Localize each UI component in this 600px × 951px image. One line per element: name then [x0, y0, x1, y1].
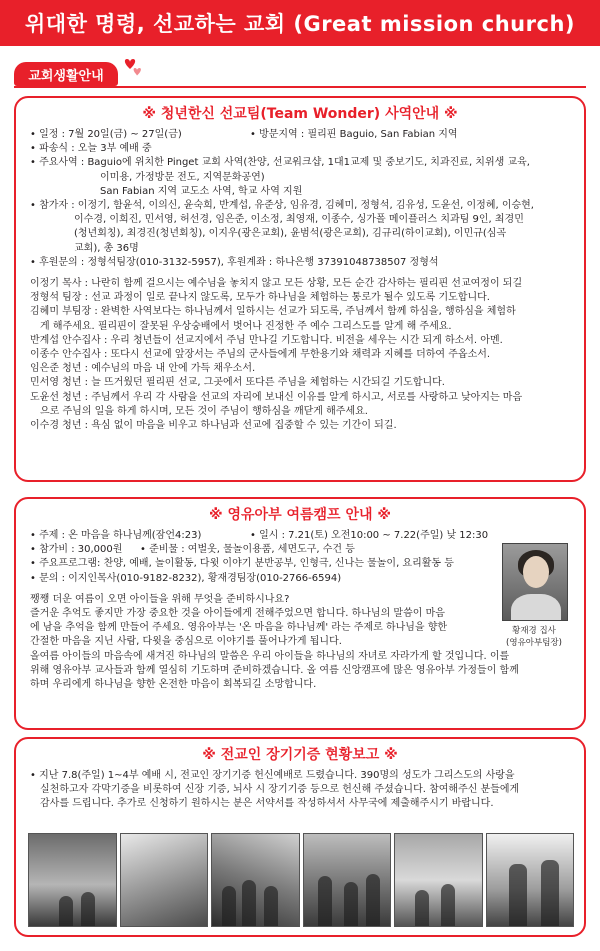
signing-photo	[394, 833, 483, 927]
supplies-line: • 준비물 : 여벌옷, 물놀이용품, 세면도구, 수건 등	[140, 544, 355, 556]
congregation-photo	[303, 833, 392, 927]
leader-photo	[502, 543, 568, 621]
prayer-item: 정형석 팀장 : 선교 과정이 일로 끝나지 않도록, 모두가 하나님을 체험하는 통로가 될수 있도록 기도합니다.	[30, 292, 490, 304]
participants-line: • 참가자 : 이정기, 함윤석, 이의신, 윤숙희, 반계섭, 유준상, 임유경, 김혜미, 정형석, 김유성, 도윤선, 이정혜, 이승현,	[30, 200, 534, 212]
prayer-item-cont: 게 해주세요. 필리핀이 잘못된 우상숭배에서 벗어나 진정한 주 예수 그리스도를 알게 해 주세요.	[40, 320, 452, 332]
organ-donation-notice	[14, 737, 586, 937]
donation-text: • 지난 7.8(주일) 1~4부 예배 시, 전교인 장기기증 헌신예배로 드렸습니다. 390명의 성도가 그리스도의 사랑을	[30, 770, 515, 781]
prayer-item: 이정기 목사 : 나란히 함께 걸으시는 예수님을 놓치지 않고 모든 상황, 모든 순간 감사하는 필리핀 선교여정이 되길	[30, 278, 523, 290]
hearts-icon	[121, 57, 145, 79]
camp-body-text: 쨍쨍 더운 여름이 오면 아이들을 위해 무엇을 준비하시나요?	[30, 593, 290, 605]
worship-photo	[28, 833, 117, 927]
camp-body-text: 올여름 아이들의 마음속에 새겨진 하나님의 말씀은 우리 아이들을 하나님의 자녀로 자라가게 할 것입니다. 이를	[30, 650, 510, 662]
fee-line: • 참가비 : 30,000원 • 준비물 : 여벌옷, 물놀이용품, 세면도구, 수건 등	[30, 543, 570, 557]
ministry-line: • 주요사역 : Baguio에 위치한 Pinget 교회 사역(찬양, 선교워크샵, 1대1교제 및 중보기도, 치과진료, 치위생 교육,	[30, 157, 530, 169]
program-line: • 주요프로그램: 찬양, 예배, 놀이활동, 다윗 이야기 분반공부, 인형극, 신나는 물놀이, 요리활동 등	[30, 558, 454, 570]
participants-line-3: (청년회칭), 최경진(청년회칭), 이지우(광은교회), 윤범석(광은교회), 김규리(하이교회), 이민규(심곡	[74, 228, 507, 240]
theme-line: • 주제 : 온 마음을 하나님께(잠언4:23) • 일시 : 7.21(토) 오전10:00 ~ 7.22(주일) 낮 12:30	[30, 529, 570, 543]
banner-title: 위대한 명령, 선교하는 교회 (Great mission church)	[25, 12, 575, 36]
prayer-item: 이수경 청년 : 욕심 없이 마음을 비우고 하나님과 선교에 집중할 수 있는 기간이 되길.	[30, 420, 397, 432]
section-label: 교회생활안내	[28, 68, 104, 84]
prayer-item: 도윤선 청년 : 주님께서 우리 각 사람을 선교의 자리에 보내신 이유를 알게 하시고, 서로를 사랑하고 낮아지는 마음	[30, 391, 523, 403]
summer-camp-notice	[14, 497, 586, 730]
participants-line-2: 이수경, 이희진, 민서영, 허선경, 임은준, 이소정, 최영재, 이종수, 싱가폴 메이플러스 치과팀 9인, 최경민	[74, 214, 524, 226]
camp-body-text: 간절한 마음을 지닌 사람, 다윗을 중심으로 이야기를 풀어나가게 됩니다.	[30, 636, 342, 648]
congregation-photo	[211, 833, 300, 927]
caption-role: (영유아부팀장)	[506, 638, 562, 648]
prayer-item: 임은준 청년 : 예수님의 마음 내 안에 가득 채우소서.	[30, 363, 256, 375]
ceremony-photo	[486, 833, 575, 927]
photo-strip	[28, 833, 574, 927]
camp-body-text: 에 남을 추억을 함께 만들어 주세요. 영유아부는 '온 마음을 하나님께' 라는 주제로 하나님을 향한	[30, 622, 448, 634]
camp-body-text: 위해 영유아부 교사들과 함께 열심히 기도하며 준비하겠습니다. 올 여름 신앙캠프에 많은 영유아부 가정들이 함께	[30, 664, 519, 676]
prayer-item: 반계섭 안수집사 : 우리 청년들이 선교지에서 주님 만나길 기도합니다. 비전을 세우는 시간 되게 하소서. 아멘.	[30, 334, 503, 346]
camp-body-text: 즐거운 추억도 좋지만 가장 중요한 것을 아이들에게 전해주었으면 합니다. 하나님의 말씀이 마음	[30, 608, 445, 620]
summer-camp-title: ※ 영유아부 여름캠프 안내 ※	[209, 507, 391, 523]
participants-line-4: 교회), 총 36명	[74, 242, 139, 254]
camp-body-text: 하며 우리에게 하나님을 향한 온전한 마음이 회복되길 소망합니다.	[30, 679, 317, 691]
photo-caption	[496, 625, 572, 649]
page-banner	[0, 0, 600, 46]
organ-donation-title: ※ 전교인 장기기증 현황보고 ※	[202, 747, 398, 763]
section-tab	[14, 62, 118, 86]
commissioning-line: • 파송식 : 오늘 3부 예배 중	[30, 143, 152, 155]
ministry-line-3: San Fabian 지역 교도소 사역, 학교 사역 지원	[100, 185, 303, 197]
prayer-item: 민서영 청년 : 늘 뜨거웠던 필리핀 선교, 그곳에서 또다른 주님을 체험하는 시간되길 기도합니다.	[30, 377, 445, 389]
caption-name: 황재경 집사	[512, 626, 556, 636]
section-divider	[14, 86, 586, 88]
date-line: • 일시 : 7.21(토) 오전10:00 ~ 7.22(주일) 낮 12:30	[250, 530, 489, 541]
contact-line: • 문의 : 이지인목사(010-9182-8232), 황재경팀장(010-2766-6594)	[30, 572, 342, 584]
donation-text: 실천하고자 각막기증을 비롯하여 신장 기증, 뇌사 시 장기기증 등으로 헌신해 주셨습니다. 참여해주신 분들에게	[40, 784, 520, 796]
prayer-item: 김혜미 부팀장 : 완벽한 사역보다는 하나님께서 일하시는 선교가 되도록, 주님께서 함께 하심을, 행하심을 체험하	[30, 306, 516, 318]
pledge-form-photo	[120, 833, 209, 927]
mission-team-title: ※ 청년한신 선교팀(Team Wonder) 사역안내 ※	[142, 106, 458, 122]
prayer-item: 이종수 안수집사 : 또다시 선교에 앞장서는 주님의 군사들에게 무한용기와 채력과 지혜를 더하여 주옵소서.	[30, 349, 491, 361]
prayer-item-cont: 으로 주님의 일을 하게 하시며, 모든 것이 주님이 행하심을 깨닫게 해주세요.	[40, 405, 368, 417]
ministry-line-2: 이미용, 가정방문 전도, 지역문화공연)	[100, 171, 265, 183]
donation-text: 감사를 드립니다. 추가로 신청하기 원하시는 분은 서약서를 작성하셔서 사무국에 제출해주시기 바랍니다.	[40, 798, 494, 810]
sponsorship-line: • 후원문의 : 정형석팀장(010-3132-5957), 후원계좌 : 하나은행 37391048738507 정형석	[30, 256, 439, 268]
schedule-line: • 일정 : 7월 20일(금) ~ 27일(금) • 방문지역 : 필리핀 Baguio, San Fabian 지역	[30, 128, 570, 142]
mission-team-notice	[14, 96, 586, 482]
location-line: • 방문지역 : 필리핀 Baguio, San Fabian 지역	[250, 129, 458, 140]
